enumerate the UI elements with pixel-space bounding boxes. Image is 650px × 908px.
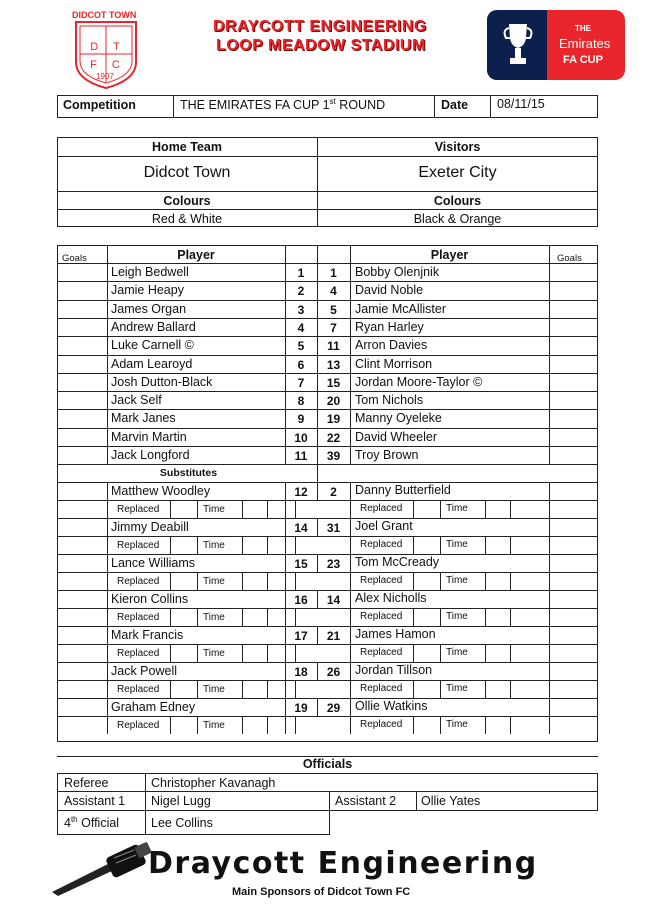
- col-line: [285, 680, 286, 698]
- sponsor-name: Draycott Engineering: [148, 846, 538, 881]
- col-line: [485, 716, 486, 734]
- home-sub-number: 12: [294, 485, 308, 499]
- col-line: [510, 500, 511, 518]
- away-sub-name: James Hamon: [355, 627, 436, 641]
- col-line: [485, 500, 486, 518]
- club-badge: [66, 10, 146, 90]
- row-line: [57, 464, 598, 465]
- row-line: [57, 446, 598, 447]
- fa-logo-line1: THE: [575, 24, 591, 33]
- col-line: [440, 680, 441, 698]
- home-sub-name: Kieron Collins: [111, 592, 189, 606]
- home-replaced-label: Replaced: [117, 684, 160, 695]
- col-line: [413, 680, 414, 698]
- col-line: [107, 662, 108, 680]
- away-player-number: 13: [326, 358, 341, 372]
- home-colours: Red & White: [151, 212, 223, 226]
- col-line: [197, 536, 198, 554]
- away-player-name: Manny Oyeleke: [355, 411, 442, 425]
- away-player-name: David Noble: [355, 283, 424, 297]
- col-line: [549, 590, 550, 608]
- home-replaced-label: Replaced: [117, 612, 160, 623]
- away-replaced-label: Replaced: [360, 611, 403, 622]
- col-line: [440, 536, 441, 554]
- col-line: [170, 644, 171, 662]
- away-player-name: Tom Nichols: [355, 393, 424, 407]
- col-line: [107, 500, 108, 518]
- referee-name: Christopher Kavanagh: [151, 776, 276, 790]
- col-line: [485, 680, 486, 698]
- col-line: [170, 572, 171, 590]
- col-line: [510, 680, 511, 698]
- row-line: [57, 716, 598, 717]
- away-sub-number: 26: [326, 665, 341, 679]
- home-time-label: Time: [203, 576, 225, 587]
- sponsor-tagline: Main Sponsors of Didcot Town FC: [232, 886, 411, 898]
- row-line: [57, 536, 598, 537]
- home-replaced-label: Replaced: [117, 576, 160, 587]
- col-line: [549, 518, 550, 536]
- col-line: [197, 572, 198, 590]
- col-line: [295, 716, 296, 734]
- home-sub-name: Lance Williams: [111, 556, 196, 570]
- assistant2-name: Ollie Yates: [421, 794, 481, 808]
- col-line: [549, 716, 550, 734]
- home-colours-label: Colours: [163, 194, 211, 208]
- away-sub-number: 14: [326, 593, 341, 607]
- home-sub-number: 18: [294, 665, 308, 679]
- home-sub-number: 17: [294, 629, 308, 643]
- fourth-official-label: 4th Official: [64, 815, 120, 831]
- col-line: [295, 536, 296, 554]
- row-line: [57, 500, 598, 501]
- player-header-left: Player: [177, 248, 215, 262]
- row-line: [57, 698, 598, 699]
- col-line: [549, 572, 550, 590]
- col-line: [413, 608, 414, 626]
- away-sub-number: 31: [326, 521, 341, 535]
- col-line: [242, 536, 243, 554]
- away-player-name: Arron Davies: [355, 338, 428, 352]
- col-line: [350, 680, 351, 698]
- away-sub-name: Danny Butterfield: [355, 483, 451, 497]
- home-sub-name: Mark Francis: [111, 628, 184, 642]
- col-line: [350, 554, 351, 572]
- col-line: [242, 608, 243, 626]
- col-line: [350, 644, 351, 662]
- away-player-number: 1: [330, 266, 337, 280]
- row-line: [57, 300, 598, 301]
- col-line: [242, 644, 243, 662]
- col-line: [170, 536, 171, 554]
- title-line-2: LOOP MEADOW STADIUM: [216, 37, 426, 54]
- col-line: [350, 518, 351, 536]
- col-line: [170, 680, 171, 698]
- away-replaced-label: Replaced: [360, 539, 403, 550]
- officials-box: [57, 773, 598, 811]
- visitors-label: Visitors: [434, 140, 481, 154]
- row-line: [57, 590, 598, 591]
- home-player-name: James Organ: [111, 302, 187, 316]
- row-line: [57, 355, 598, 356]
- col-line: [350, 716, 351, 734]
- away-player-name: Jordan Moore-Taylor ©: [355, 375, 483, 389]
- row-line: [57, 318, 598, 319]
- fa-logo-line2: Emirates: [559, 36, 611, 51]
- home-player-name: Josh Dutton-Black: [111, 375, 213, 389]
- home-player-number: 2: [297, 284, 305, 298]
- away-sub-name: Alex Nicholls: [355, 591, 427, 605]
- col-line: [350, 572, 351, 590]
- away-time-label: Time: [446, 575, 468, 586]
- away-replaced-label: Replaced: [360, 503, 403, 514]
- col-line: [350, 536, 351, 554]
- col-line: [107, 482, 108, 500]
- away-player-number: 4: [330, 284, 337, 298]
- home-player-number: 8: [297, 394, 305, 408]
- col-line: [549, 245, 550, 464]
- col-line: [295, 572, 296, 590]
- away-time-label: Time: [446, 539, 468, 550]
- col-line: [350, 500, 351, 518]
- visitors-colours: Black & Orange: [413, 212, 502, 226]
- col-line: [413, 644, 414, 662]
- col-line: [267, 644, 268, 662]
- col-line: [295, 608, 296, 626]
- away-replaced-label: Replaced: [360, 719, 403, 730]
- col-line: [285, 572, 286, 590]
- col-line: [267, 608, 268, 626]
- home-time-label: Time: [203, 720, 225, 731]
- row-line: [57, 662, 598, 663]
- col-line: [267, 536, 268, 554]
- away-time-label: Time: [446, 647, 468, 658]
- col-line: [295, 680, 296, 698]
- col-line: [170, 500, 171, 518]
- home-player-number: 4: [297, 321, 305, 335]
- goals-header-left: Goals: [62, 253, 87, 264]
- col-line: [170, 608, 171, 626]
- visitors-colours-label: Colours: [433, 194, 482, 208]
- header-row-line: [57, 263, 598, 264]
- col-line: [107, 518, 108, 536]
- col-line: [350, 626, 351, 644]
- away-player-name: Ryan Harley: [355, 320, 424, 334]
- col-line: [440, 572, 441, 590]
- col-line: [413, 572, 414, 590]
- home-replaced-label: Replaced: [117, 720, 160, 731]
- visitors-name: Exeter City: [418, 164, 497, 181]
- home-player-number: 5: [297, 339, 305, 353]
- col-line: [350, 590, 351, 608]
- col-line: [440, 500, 441, 518]
- away-time-label: Time: [446, 611, 468, 622]
- col-line: [197, 716, 198, 734]
- col-line: [107, 536, 108, 554]
- row-line: [57, 608, 598, 609]
- home-sub-number: 15: [294, 557, 308, 571]
- away-player-number: 11: [327, 339, 340, 353]
- col-line: [285, 608, 286, 626]
- col-line: [440, 608, 441, 626]
- home-player-number: 9: [297, 412, 305, 426]
- home-replaced-label: Replaced: [117, 648, 160, 659]
- col-line: [107, 590, 108, 608]
- col-line: [350, 482, 351, 500]
- row-line: [57, 428, 598, 429]
- col-line: [350, 245, 351, 464]
- col-line: [510, 572, 511, 590]
- col-line: [549, 482, 550, 500]
- col-line: [242, 500, 243, 518]
- home-sub-number: 16: [294, 593, 308, 607]
- fa-logo-line3: FA CUP: [563, 54, 603, 66]
- home-player-number: 7: [297, 376, 305, 390]
- col-line: [242, 680, 243, 698]
- col-line: [549, 626, 550, 644]
- home-time-label: Time: [203, 504, 225, 515]
- home-player-name: Luke Carnell ©: [111, 338, 194, 352]
- col-line: [170, 716, 171, 734]
- col-line: [549, 536, 550, 554]
- date-label: Date: [441, 98, 469, 112]
- col-line: [285, 716, 286, 734]
- col-line: [107, 572, 108, 590]
- home-replaced-label: Replaced: [117, 540, 160, 551]
- col-line: [267, 572, 268, 590]
- away-sub-name: Tom McCready: [355, 555, 440, 569]
- col-line: [197, 608, 198, 626]
- col-line: [267, 680, 268, 698]
- badge-letters: D T F C: [90, 41, 126, 71]
- row-line: [57, 626, 598, 627]
- col-line: [285, 644, 286, 662]
- away-player-number: 20: [326, 394, 341, 408]
- assistant2-label: Assistant 2: [335, 794, 397, 808]
- col-line: [549, 500, 550, 518]
- fa-cup-logo: [487, 10, 625, 80]
- fourth-official-name: Lee Collins: [151, 816, 213, 830]
- col-line: [510, 536, 511, 554]
- trophy-icon: [501, 20, 535, 70]
- away-sub-name: Ollie Watkins: [355, 699, 428, 713]
- row-line: [57, 391, 598, 392]
- col-line: [510, 608, 511, 626]
- away-sub-number: 21: [326, 629, 341, 643]
- away-sub-number: 23: [326, 557, 341, 571]
- player-header-right: Player: [430, 248, 469, 262]
- col-line: [242, 716, 243, 734]
- home-player-name: Jack Self: [111, 393, 162, 407]
- col-line: [549, 608, 550, 626]
- col-line: [549, 644, 550, 662]
- assistant1-label: Assistant 1: [64, 794, 126, 808]
- home-sub-name: Jimmy Deabill: [111, 520, 189, 534]
- away-player-name: Troy Brown: [355, 448, 419, 462]
- col-line: [510, 644, 511, 662]
- home-player-name: Adam Learoyd: [111, 357, 193, 371]
- goals-header-right: Goals: [557, 253, 582, 264]
- col-line: [485, 608, 486, 626]
- home-sub-name: Graham Edney: [111, 700, 196, 714]
- col-line: [413, 716, 414, 734]
- col-line: [317, 245, 318, 482]
- col-line: [107, 608, 108, 626]
- away-time-label: Time: [446, 719, 468, 730]
- col-line: [485, 572, 486, 590]
- col-line: [413, 536, 414, 554]
- col-line: [267, 716, 268, 734]
- badge-top-text: DIDCOT TOWN: [72, 10, 137, 20]
- home-player-number: 1: [297, 266, 305, 280]
- row-line: [57, 409, 598, 410]
- home-time-label: Time: [203, 684, 225, 695]
- col-line: [107, 245, 108, 464]
- col-line: [107, 554, 108, 572]
- away-player-name: Clint Morrison: [355, 357, 433, 371]
- referee-label: Referee: [64, 776, 109, 790]
- home-player-name: Jack Longford: [111, 448, 190, 462]
- competition-value: THE EMIRATES FA CUP 1st ROUND: [180, 97, 386, 113]
- away-player-number: 39: [326, 449, 341, 463]
- row-line: [57, 518, 598, 519]
- col-line: [285, 245, 286, 464]
- away-player-name: David Wheeler: [355, 430, 437, 444]
- away-replaced-label: Replaced: [360, 575, 403, 586]
- away-sub-number: 2: [330, 485, 337, 499]
- away-time-label: Time: [446, 503, 468, 514]
- away-sub-name: Jordan Tillson: [355, 663, 433, 677]
- col-line: [413, 500, 414, 518]
- away-player-number: 15: [326, 376, 341, 390]
- title-line-1: DRAYCOTT ENGINEERING: [213, 18, 427, 35]
- home-player-name: Jamie Heapy: [111, 283, 184, 297]
- away-sub-number: 29: [326, 701, 341, 715]
- col-line: [242, 572, 243, 590]
- col-line: [440, 644, 441, 662]
- col-line: [295, 500, 296, 518]
- away-player-number: 5: [330, 303, 337, 317]
- away-player-number: 22: [326, 431, 341, 445]
- home-player-number: 6: [297, 358, 305, 372]
- officials-title: Officials: [302, 757, 353, 771]
- col-line: [285, 536, 286, 554]
- home-sub-name: Jack Powell: [111, 664, 177, 678]
- col-line: [197, 500, 198, 518]
- home-player-number: 10: [294, 431, 308, 445]
- home-sub-name: Matthew Woodley: [111, 484, 211, 498]
- row-line: [57, 281, 598, 282]
- col-line: [510, 716, 511, 734]
- home-sub-number: 14: [294, 521, 308, 535]
- col-line: [350, 662, 351, 680]
- col-line: [197, 680, 198, 698]
- home-player-name: Leigh Bedwell: [111, 265, 189, 279]
- col-line: [107, 680, 108, 698]
- col-line: [485, 644, 486, 662]
- away-replaced-label: Replaced: [360, 683, 403, 694]
- col-line: [107, 716, 108, 734]
- away-player-name: Jamie McAllister: [355, 302, 446, 316]
- away-sub-name: Joel Grant: [355, 519, 413, 533]
- home-player-name: Marvin Martin: [111, 430, 187, 444]
- col-line: [107, 626, 108, 644]
- col-line: [485, 536, 486, 554]
- row-line: [57, 680, 598, 681]
- home-time-label: Time: [203, 540, 225, 551]
- home-player-name: Mark Janes: [111, 411, 176, 425]
- home-sub-number: 19: [294, 701, 308, 715]
- home-player-number: 3: [297, 303, 305, 317]
- row-line: [57, 482, 598, 483]
- date-value: 08/11/15: [497, 97, 545, 111]
- away-time-label: Time: [446, 683, 468, 694]
- away-player-number: 19: [326, 412, 341, 426]
- away-player-name: Bobby Olenjnik: [355, 265, 440, 279]
- row-line: [57, 644, 598, 645]
- col-line: [549, 698, 550, 716]
- col-line: [549, 662, 550, 680]
- home-team-name: Didcot Town: [143, 164, 231, 181]
- assistant1-name: Nigel Lugg: [151, 794, 211, 808]
- sponsor-tool-icon: [48, 842, 158, 898]
- away-replaced-label: Replaced: [360, 647, 403, 658]
- badge-year: 1907: [96, 72, 114, 81]
- row-line: [57, 373, 598, 374]
- row-line: [57, 572, 598, 573]
- col-line: [440, 716, 441, 734]
- substitutes-label: Substitutes: [159, 467, 218, 479]
- away-player-number: 7: [330, 321, 337, 335]
- home-player-number: 11: [294, 449, 308, 463]
- col-line: [285, 500, 286, 518]
- col-line: [267, 500, 268, 518]
- col-line: [549, 554, 550, 572]
- home-player-name: Andrew Ballard: [111, 320, 196, 334]
- home-time-label: Time: [203, 648, 225, 659]
- row-line: [57, 554, 598, 555]
- col-line: [107, 644, 108, 662]
- col-line: [350, 698, 351, 716]
- col-line: [549, 680, 550, 698]
- col-line: [350, 608, 351, 626]
- home-team-label: Home Team: [152, 140, 222, 154]
- col-line: [107, 698, 108, 716]
- col-line: [295, 644, 296, 662]
- competition-label: Competition: [63, 98, 136, 112]
- col-line: [197, 644, 198, 662]
- row-line: [57, 336, 598, 337]
- home-replaced-label: Replaced: [117, 504, 160, 515]
- home-time-label: Time: [203, 612, 225, 623]
